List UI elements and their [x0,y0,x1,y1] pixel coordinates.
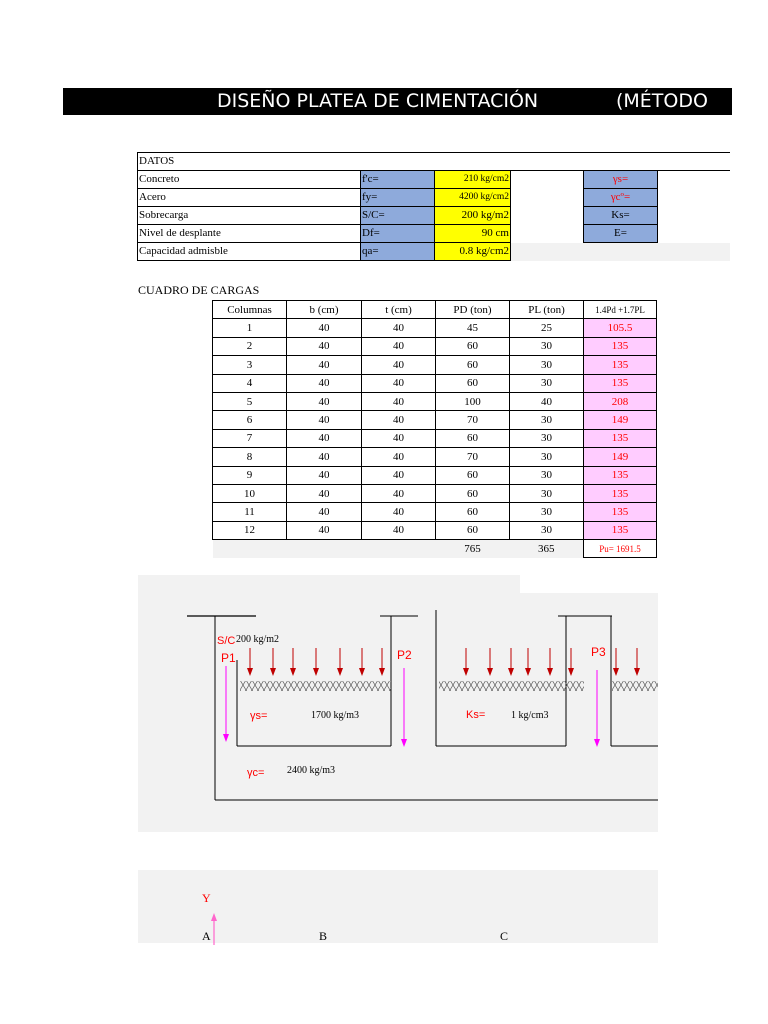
datos-label: Acero [138,189,361,207]
column-header: Columnas [213,301,287,319]
datos-symbol: fy= [361,189,435,207]
table-cell: 60 [436,429,510,447]
table-cell: 5 [213,392,287,410]
total-pd: 765 [436,540,510,558]
sc-load-arrow-head [337,668,343,676]
table-cell: 135 [584,356,657,374]
column-header: PL (ton) [510,301,584,319]
p1-label: P1 [221,651,236,665]
page-title: DISEÑO PLATEA DE CIMENTACIÓN [217,90,539,112]
table-cell: 40 [362,484,436,502]
table-cell: 30 [510,429,584,447]
sc-load-arrow-head [463,668,469,676]
datos-side-label: E= [584,225,658,243]
p1-arrow-head [223,734,229,742]
sc-load-arrow-head [290,668,296,676]
table-cell: 40 [362,392,436,410]
sc-load-arrow-head [525,668,531,676]
table-cell: 30 [510,466,584,484]
datos-value[interactable]: 0.8 kg/cm2 [435,243,511,261]
table-cell: 6 [213,411,287,429]
axis-panel [138,870,658,943]
table-cell: 208 [584,392,657,410]
datos-value[interactable]: 210 kg/cm2 [435,171,511,189]
datos-symbol: f'c= [361,171,435,189]
column-header: 1.4Pd +1.7PL [584,301,657,319]
table-cell: 40 [362,356,436,374]
table-cell: 135 [584,503,657,521]
sc-load-arrow-head [634,668,640,676]
sc-load-arrow-head [313,668,319,676]
sc-load-arrow-head [379,668,385,676]
datos-symbol: qa= [361,243,435,261]
table-cell: 40 [287,448,362,466]
table-cell: 40 [287,356,362,374]
table-cell: 40 [362,411,436,429]
sc-load-arrow-head [568,668,574,676]
table-cell: 135 [584,466,657,484]
table-cell: 40 [287,411,362,429]
table-cell: 40 [287,429,362,447]
table-cell: 30 [510,503,584,521]
datos-side-label: γcº= [584,189,658,207]
table-cell: 135 [584,521,657,539]
table-cell: 40 [287,484,362,502]
table-cell: 135 [584,429,657,447]
table-cell: 40 [287,392,362,410]
table-cell: 30 [510,484,584,502]
table-cell: 40 [287,521,362,539]
table-cell: 70 [436,411,510,429]
ks-value: 1 kg/cm3 [511,710,549,721]
datos-symbol: Df= [361,225,435,243]
gs-value: 1700 kg/m3 [311,710,360,721]
y-axis-label: Y [202,891,211,905]
table-cell: 40 [362,319,436,337]
sc-load-arrow-head [487,668,493,676]
table-cell: 2 [213,337,287,355]
table-cell: 100 [436,392,510,410]
datos-side-label: γs= [584,171,658,189]
sc-label: S/C [217,635,236,647]
ks-label: Ks= [466,709,486,721]
table-cell: 149 [584,411,657,429]
gc-value: 2400 kg/m3 [287,765,336,776]
table-cell: 30 [510,337,584,355]
table-cell: 1 [213,319,287,337]
table-cell: 135 [584,484,657,502]
table-cell: 40 [287,374,362,392]
table-cell: 45 [436,319,510,337]
table-cell: 60 [436,374,510,392]
table-cell: 7 [213,429,287,447]
gc-label: γc= [247,767,265,779]
soil-hatch [240,681,391,691]
table-cell: 60 [436,466,510,484]
p2-arrow-head [401,739,407,747]
total-pl: 365 [510,540,584,558]
gs-label: γs= [250,710,268,722]
datos-header: DATOS [138,153,361,171]
table-cell: 40 [362,337,436,355]
datos-label: Nivel de desplante [138,225,361,243]
table-cell: 8 [213,448,287,466]
table-cell: 60 [436,503,510,521]
table-cell: 11 [213,503,287,521]
datos-value[interactable]: 200 kg/m2 [435,207,511,225]
p3-arrow-head [594,739,600,747]
table-cell: 30 [510,411,584,429]
table-cell: 40 [362,374,436,392]
cargas-title: CUADRO DE CARGAS [138,283,260,297]
table-cell: 40 [287,319,362,337]
datos-side-label: Ks= [584,207,658,225]
datos-value[interactable]: 4200 kg/cm2 [435,189,511,207]
table-cell: 30 [510,448,584,466]
column-header: PD (ton) [436,301,510,319]
table-cell: 30 [510,521,584,539]
table-cell: 135 [584,374,657,392]
sc-load-arrow-head [508,668,514,676]
p3-label: P3 [591,645,606,659]
sc-load-arrow-head [270,668,276,676]
table-cell: 3 [213,356,287,374]
datos-label: Capacidad admisble [138,243,361,261]
table-cell: 12 [213,521,287,539]
sc-arrows [247,648,640,676]
column-header: b (cm) [287,301,362,319]
sc-load-arrow-head [547,668,553,676]
table-cell: 25 [510,319,584,337]
table-cell: 70 [436,448,510,466]
table-cell: 40 [287,466,362,484]
sc-load-arrow-head [359,668,365,676]
table-cell: 40 [362,448,436,466]
table-cell: 30 [510,374,584,392]
soil-hatch [439,681,584,691]
table-cell: 60 [436,337,510,355]
page-title-suffix: (MÉTODO [616,90,708,112]
column-label-b: B [319,929,328,943]
table-cell: 40 [362,429,436,447]
sc-load-arrow-head [613,668,619,676]
table-cell: 4 [213,374,287,392]
table-cell: 9 [213,466,287,484]
column-label-a: A [202,929,211,943]
table-cell: 30 [510,356,584,374]
table-cell: 10 [213,484,287,502]
soil-hatch [612,681,658,691]
table-cell: 40 [287,337,362,355]
total-pu: Pu= 1691.5 [584,540,657,558]
sc-load-arrow-head [247,668,253,676]
table-cell: 60 [436,484,510,502]
datos-symbol: S/C= [361,207,435,225]
table-cell: 149 [584,448,657,466]
table-cell: 40 [287,503,362,521]
table-cell: 40 [362,503,436,521]
table-cell: 40 [362,521,436,539]
table-cell: 40 [362,466,436,484]
table-cell: 40 [510,392,584,410]
datos-label: Sobrecarga [138,207,361,225]
datos-value[interactable]: 90 cm [435,225,511,243]
datos-label: Concreto [138,171,361,189]
sc-value: 200 kg/m2 [236,634,280,645]
table-cell: 60 [436,356,510,374]
table-cell: 60 [436,521,510,539]
column-header: t (cm) [362,301,436,319]
table-cell: 135 [584,337,657,355]
p2-label: P2 [397,648,412,662]
table-cell: 105.5 [584,319,657,337]
column-label-c: C [500,929,509,943]
